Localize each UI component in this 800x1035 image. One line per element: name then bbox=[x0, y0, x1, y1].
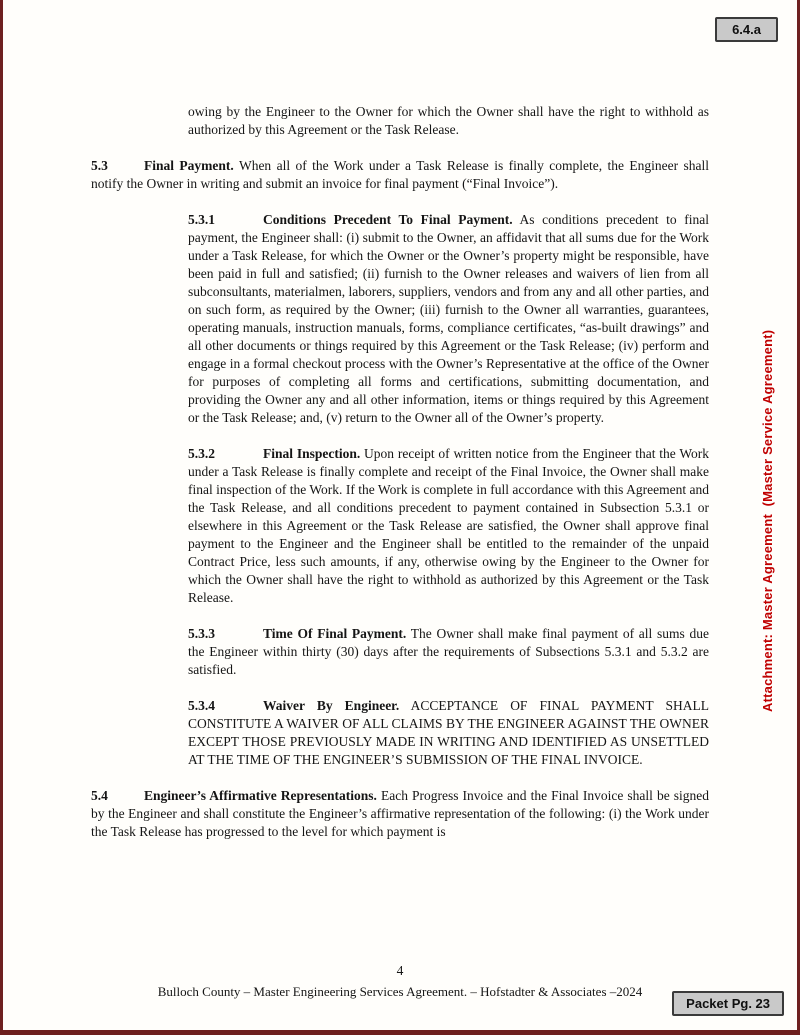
section-body: When all of the Work under a Task Release is finally complete, the Engineer shall notify the Owner in writing and submit an invoice for final payment (“Final Invoice”). bbox=[91, 158, 710, 191]
agenda-item-badge bbox=[715, 17, 778, 42]
section-body: ACCEPTANCE OF FINAL PAYMENT SHALL CONSTITUTE A WAIVER OF ALL CLAIMS BY THE ENGINEER AGAINST THE OWNER EXCEPT THOSE PREVIOUSLY MADE IN WRITING AND IDENTIFIED AS UNSETTLED AT THE TIME OF THE ENGINEER’S SUBMISSION OF THE FINAL INVOICE. bbox=[188, 698, 709, 767]
section-number: 5.3.4 bbox=[188, 698, 215, 713]
section-body: Upon receipt of written notice from the Engineer that the Work under a Task Release is finally complete and receipt of the Final Invoice, the Owner shall make final inspection of the Work. If the Work is complete in full accordance with this Agreement and the Task Release, and all conditions precedent to payment contained in Subsection 5.3.1 or elsewhere in this Agreement or the Task Release are satisfied, the Owner shall approve final payment to the Engineer and the Engineer shall be entitled to the remainder of the unpaid Contract Price, less such amounts, if any, otherwise owing by the Engineer to the Owner for which the Owner shall have the right to withhold as authorized by this Agreement or the Task Release. bbox=[188, 446, 709, 605]
section-heading: Final Payment. bbox=[144, 158, 234, 173]
paragraph-continuation: owing by the Engineer to the Owner for which the Owner shall have the right to withhold as authorized by this Agreement or the Task Release. bbox=[188, 104, 709, 137]
subsection-5-3-2 bbox=[188, 445, 709, 607]
section-body: As conditions precedent to final payment, the Engineer shall: (i) submit to the Owner, an affidavit that all sums due for the Work under a Task Release, for which the Owner or the Owner’s property might be responsible, have been paid in full and satisfied; (ii) furnish to the Owner releases and waivers of lien from all subconsultants, materialmen, laborers, suppliers, vendors and from any and all other parties, and on such form, as required by the Owner; (iii) furnish to the Owner all warranties, guarantees, operating manuals, instruction manuals, forms, compliance certificates, “as-built drawings” and all other documents or things required by this Agreement or the Task Release; (iv) perform and engage in a formal checkout process with the Owner’s Representative at the office of the Owner for purposes of completing all forms and certifications, submitting documentation, and providing the Owner any and all other information, items or things required by this Agreement or the Task Release; and, (v) return to the Owner all of the Owner’s property. bbox=[188, 212, 709, 425]
document-body bbox=[91, 103, 709, 859]
subsection-5-3-3 bbox=[188, 625, 709, 679]
section-number: 5.4 bbox=[91, 788, 108, 803]
section-5-3 bbox=[91, 157, 709, 193]
section-number: 5.3.1 bbox=[188, 212, 215, 227]
section-heading: Conditions Precedent To Final Payment. bbox=[263, 212, 513, 227]
section-number: 5.3.2 bbox=[188, 446, 215, 461]
footer-text: Bulloch County – Master Engineering Services Agreement. – Hofstadter & Associates –2024 bbox=[157, 984, 643, 999]
section-number: 5.3 bbox=[91, 158, 108, 173]
section-heading: Engineer’s Affirmative Representations. bbox=[144, 788, 377, 803]
section-number: 5.3.3 bbox=[188, 626, 215, 641]
attachment-sidebar-label: Attachment: Master Agreement (Master Service Agreement) bbox=[760, 329, 775, 712]
page-number: 4 bbox=[396, 963, 404, 978]
packet-page-badge-label: Packet Pg. 23 bbox=[686, 996, 770, 1011]
section-heading: Waiver By Engineer. bbox=[263, 698, 400, 713]
section-heading: Time Of Final Payment. bbox=[263, 626, 407, 641]
subsection-5-3-4 bbox=[188, 697, 709, 769]
section-body: The Owner shall make final payment of all sums due the Engineer within thirty (30) days after the requirements of Subsections 5.3.1 and 5.3.2 are satisfied. bbox=[188, 626, 709, 677]
section-heading: Final Inspection. bbox=[263, 446, 361, 461]
section-body: Each Progress Invoice and the Final Invoice shall be signed by the Engineer and shall constitute the Engineer’s affirmative representation of the following: (i) the Work under the Task Release has progressed to the level for which payment is bbox=[91, 788, 709, 839]
section-5-4 bbox=[91, 787, 709, 841]
agenda-item-badge-label: 6.4.a bbox=[732, 22, 761, 37]
subsection-5-3-1 bbox=[188, 211, 709, 427]
packet-page-badge bbox=[672, 991, 784, 1016]
